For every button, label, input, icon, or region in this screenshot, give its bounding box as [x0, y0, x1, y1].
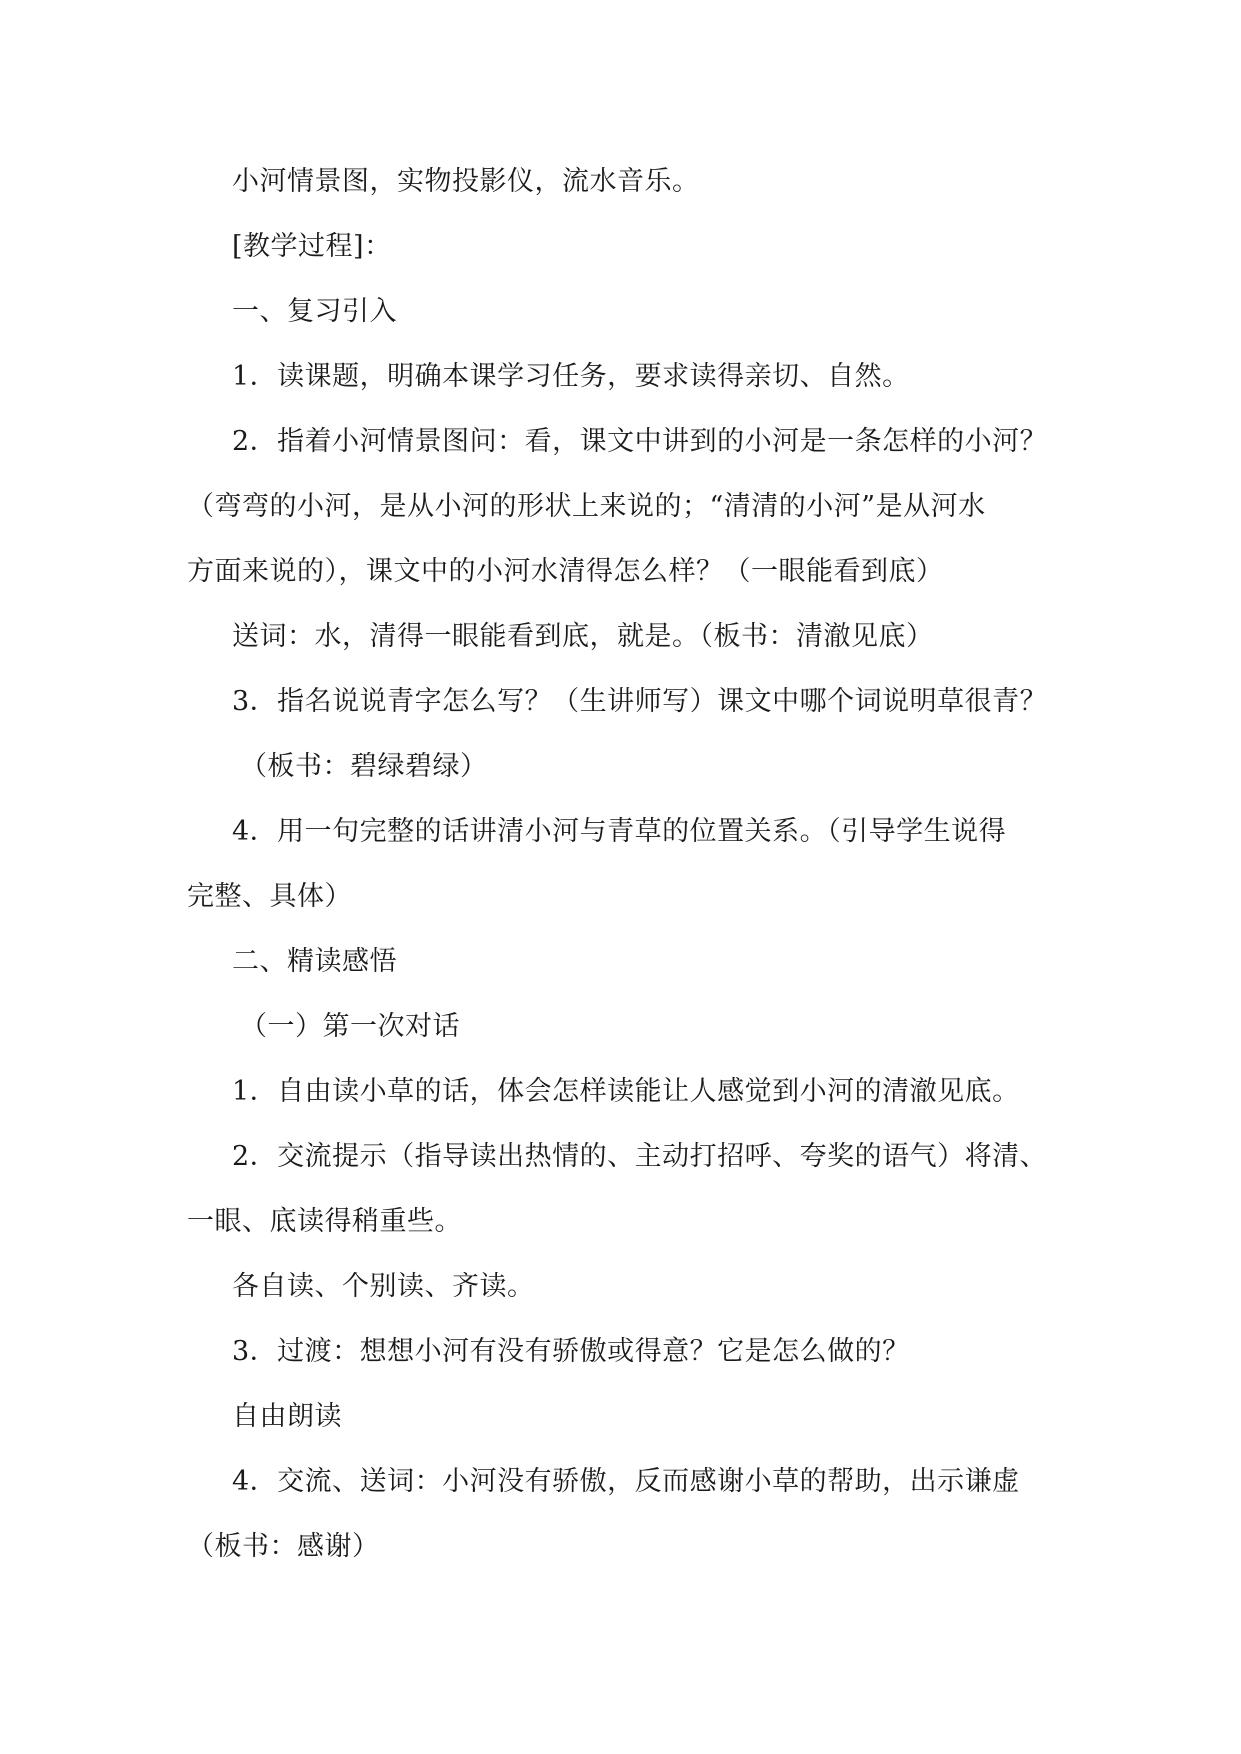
heading-review-intro: 一、复习引入: [232, 296, 397, 327]
heading-close-reading: 二、精读感悟: [232, 946, 397, 977]
list-item-3: 3．指名说说青字怎么写？（生讲师写）课文中哪个词说明草很青？: [232, 686, 1048, 717]
paragraph-reading-modes: 各自读、个别读、齐读。: [232, 1271, 535, 1302]
sub-list-item-4: 4．交流、送词：小河没有骄傲，反而感谢小草的帮助，出示谦虚: [232, 1466, 1020, 1497]
list-item-4-cont: 完整、具体）: [187, 881, 352, 912]
subheading-first-dialogue: （一）第一次对话: [240, 1011, 460, 1042]
list-item-2-cont-1: （弯弯的小河，是从小河的形状上来说的；“清清的小河”是从河水: [187, 491, 986, 522]
list-item-4: 4．用一句完整的话讲清小河与青草的位置关系。（引导学生说得: [232, 816, 1007, 847]
sub-list-item-2: 2．交流提示（指导读出热情的、主动打招呼、夸奖的语气）将清、: [232, 1141, 1048, 1172]
paragraph-free-reading: 自由朗读: [232, 1401, 342, 1432]
list-item-2-cont-2: 方面来说的），课文中的小河水清得怎么样？（一眼能看到底）: [187, 556, 944, 587]
sub-list-item-3: 3．过渡：想想小河有没有骄傲或得意？它是怎么做的？: [232, 1336, 910, 1367]
sub-list-item-4-cont: （板书：感谢）: [187, 1531, 380, 1562]
list-item-1: 1．读课题，明确本课学习任务，要求读得亲切、自然。: [232, 361, 910, 392]
paragraph-materials: 小河情景图，实物投影仪，流水音乐。: [232, 166, 700, 197]
section-heading-teaching-process: [教学过程]：: [232, 231, 392, 262]
sub-list-item-1: 1．自由读小草的话，体会怎样读能让人感觉到小河的清澈见底。: [232, 1076, 1020, 1107]
sub-list-item-2-cont: 一眼、底读得稍重些。: [187, 1206, 462, 1237]
list-item-3-cont: （板书：碧绿碧绿）: [240, 751, 488, 782]
list-item-2: 2．指着小河情景图问：看，课文中讲到的小河是一条怎样的小河？: [232, 426, 1048, 457]
paragraph-word-gift: 送词：水，清得一眼能看到底，就是。（板书：清澈见底）: [232, 621, 934, 652]
